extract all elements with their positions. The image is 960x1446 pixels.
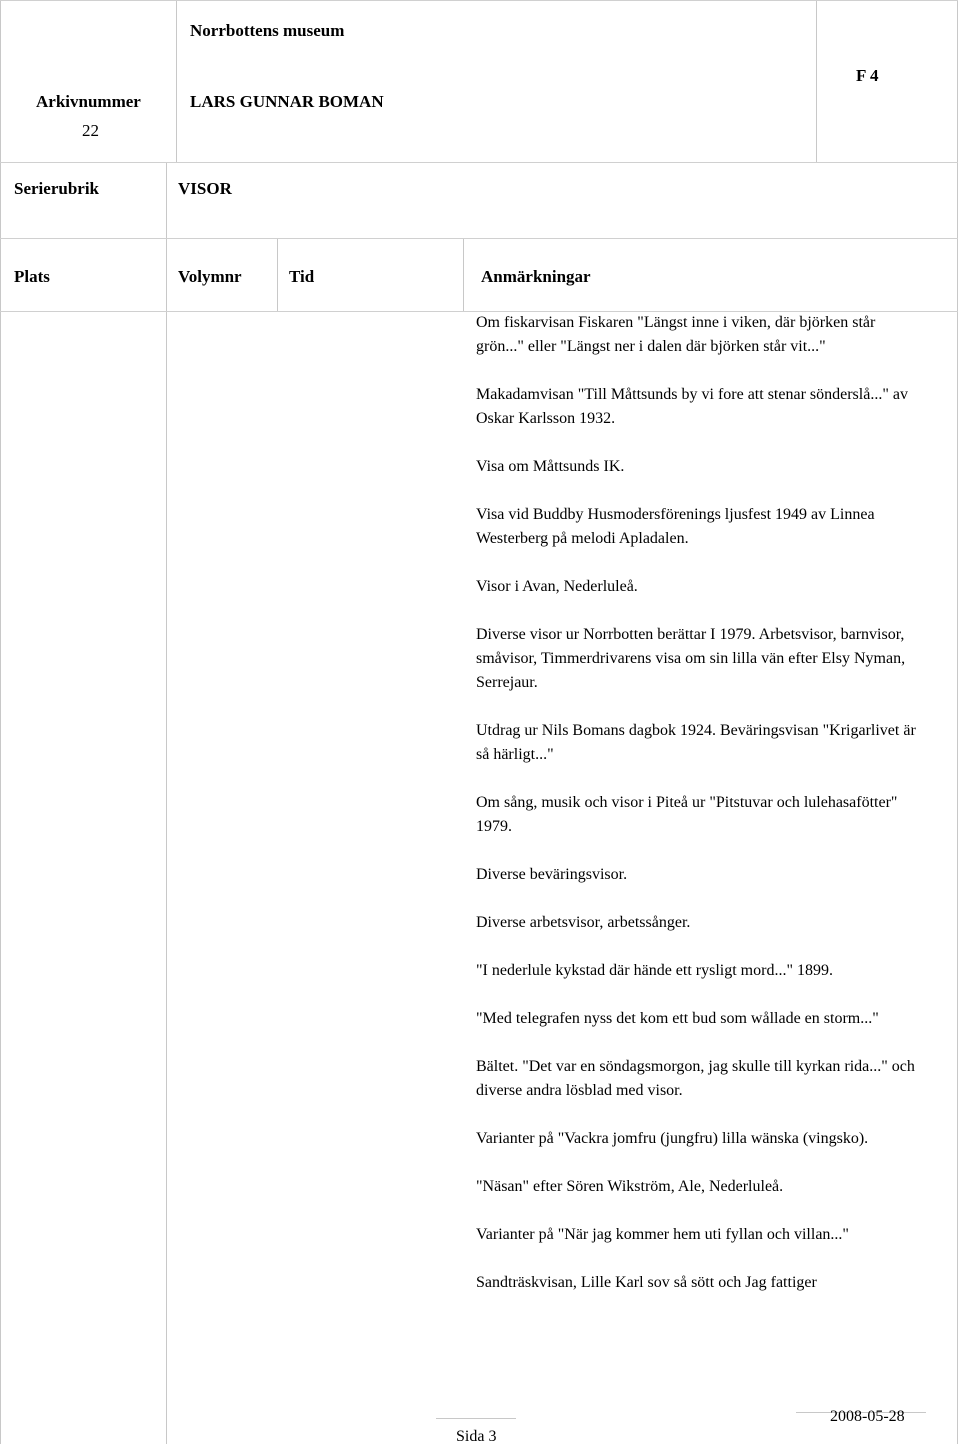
list-item: Utdrag ur Nils Bomans dagbok 1924. Beväringsvisan "Krigarlivet är så härligt..." (476, 722, 916, 763)
body-rule-left (0, 312, 1, 1444)
list-item: Varianter på "När jag kommer hem uti fyllan och villan..." (476, 1226, 849, 1243)
museum-name: Norrbottens museum (190, 21, 345, 40)
list-item: "I nederlule kykstad där hände ett rysligt mord..." 1899. (476, 962, 833, 979)
header-rule-row1 (0, 162, 958, 163)
list-item: Om fiskarvisan Fiskaren "Längst inne i viken, där björken står grön..." eller "Längst ner i dalen där björken står vit..." (476, 314, 876, 355)
list-item: Visa om Måttsunds IK. (476, 458, 625, 475)
footer-page-rule (436, 1418, 516, 1419)
list-item: "Med telegrafen nyss det kom ett bud som wållade en storm..." (476, 1010, 879, 1027)
header-rule-top-mid (176, 0, 177, 162)
print-date: 2008-05-28 (830, 1408, 905, 1425)
archive-number-label: Arkivnummer (36, 92, 141, 111)
list-item: Sandträskvisan, Lille Karl sov så sött och Jag fattiger (476, 1274, 817, 1291)
header-rule-right (957, 0, 958, 312)
list-item: "Näsan" efter Sören Wikström, Ale, Nederluleå. (476, 1178, 784, 1195)
list-item: Bältet. "Det var en söndagsmorgon, jag skulle till kyrkan rida..." och diverse andra lösblad med visor. (476, 1058, 915, 1099)
column-header-time: Tid (289, 267, 315, 286)
body-rule-place (166, 312, 167, 1444)
list-item: Visor i Avan, Nederluleå. (476, 578, 638, 595)
person-name: LARS GUNNAR BOMAN (190, 92, 384, 111)
list-item: Makadamvisan "Till Måttsunds by vi fore att stenar sönderslå..." av Oskar Karlsson 1932. (476, 386, 908, 427)
series-value: VISOR (178, 179, 232, 198)
document-code: F 4 (856, 66, 879, 85)
list-item: Diverse beväringsvisor. (476, 866, 628, 883)
header-rule-top (0, 0, 958, 1)
list-item: Diverse arbetsvisor, arbetssånger. (476, 914, 691, 931)
column-header-remarks: Anmärkningar (481, 267, 591, 286)
list-item: Om sång, musik och visor i Piteå ur "Pitstuvar och lulehasafötter" 1979. (476, 794, 898, 835)
list-item: Varianter på "Vackra jomfru (jungfru) lilla wänska (vingsko). (476, 1130, 869, 1147)
header-rule-series (166, 162, 167, 238)
header-rule-row2 (0, 238, 958, 239)
column-header-place: Plats (14, 267, 50, 286)
header-rule-code (816, 0, 817, 162)
header-band (0, 0, 958, 312)
header-rule-col-volume (277, 238, 278, 312)
column-header-volume: Volymnr (178, 267, 242, 286)
list-item: Diverse visor ur Norrbotten berättar I 1979. Arbetsvisor, barnvisor, småvisor, Timmerdrivarens visa om sin lilla vän efter Elsy Nyman, Serrejaur. (476, 626, 906, 691)
series-label: Serierubrik (14, 179, 99, 198)
header-rule-col-time (463, 238, 464, 312)
list-item: Visa vid Buddby Husmodersförenings ljusfest 1949 av Linnea Westerberg på melodi Apladalen. (476, 506, 875, 547)
page-number: Sida 3 (456, 1428, 497, 1445)
remarks-list (476, 311, 916, 1319)
header-rule-left (0, 0, 1, 312)
archive-number: 22 (82, 121, 99, 140)
body-rule-right (957, 312, 958, 1444)
header-rule-col-place (166, 238, 167, 312)
